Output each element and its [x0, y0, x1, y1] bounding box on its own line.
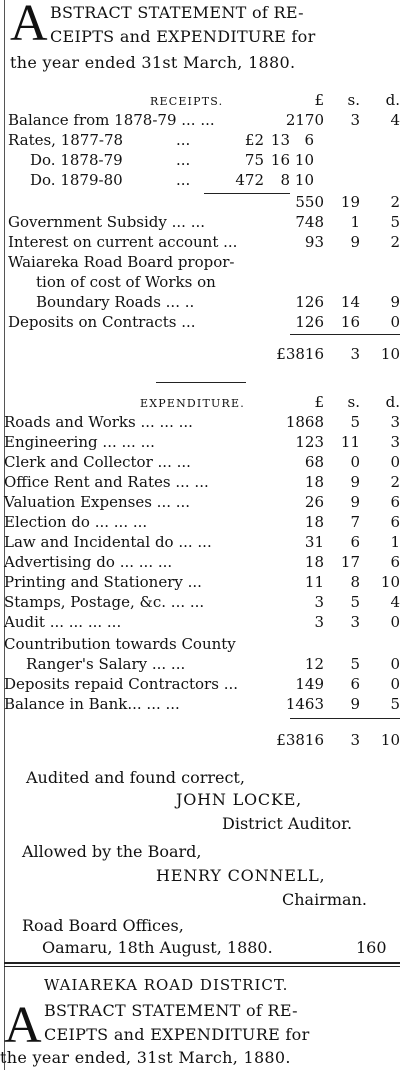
table-row: Countribution towards County — [4, 635, 236, 653]
offices-line: Road Board Offices, — [22, 916, 184, 935]
table-row: Balance in Bank... ... ... 1463 9 5 — [4, 695, 400, 713]
audited-line: Audited and found correct, — [26, 768, 245, 787]
section2-line-3: the year ended, 31st March, 1880. — [0, 1048, 291, 1067]
expenditure-col-headers: £ s. d. — [314, 393, 400, 411]
section2-line-1: BSTRACT STATEMENT of RE- — [44, 1001, 298, 1020]
col-shillings: s. — [347, 91, 360, 109]
table-row-subitem: Do. 1879-80 ... 472 8 10 — [30, 171, 314, 189]
table-row: Interest on current account ... 93 9 2 — [8, 233, 400, 251]
total-rule — [290, 334, 400, 335]
col-pence: d. — [385, 91, 400, 109]
section2-title: WAIAREKA ROAD DISTRICT. — [44, 976, 289, 994]
table-row: Government Subsidy ... ... 748 1 5 — [8, 213, 400, 231]
table-row: Deposits repaid Contractors ... 149 6 0 — [4, 675, 400, 693]
table-row: Law and Incidental do ... ... 31 6 1 — [4, 533, 400, 551]
table-row: Ranger's Salary ... ... 12 5 0 — [26, 655, 400, 673]
table-row: Clerk and Collector ... ... 68 0 0 — [4, 453, 400, 471]
auditor-title: District Auditor. — [222, 814, 353, 833]
table-row: Office Rent and Rates ... ... 18 9 2 — [4, 473, 400, 491]
table-row: Boundary Roads ... .. 126 14 9 — [36, 293, 400, 311]
table-row: tion of cost of Works on — [36, 273, 216, 291]
table-row: Advertising do ... ... ... 18 17 6 — [4, 553, 400, 571]
table-row: Audit ... ... ... ... 3 3 0 — [4, 613, 400, 631]
double-rule-top — [4, 962, 400, 964]
chairman-name: HENRY CONNELL, — [156, 866, 326, 885]
auditor-name: JOHN LOCKE, — [176, 790, 303, 809]
drop-cap: A — [10, 0, 48, 52]
reference-number: 160 — [356, 938, 387, 957]
section-divider — [156, 382, 246, 383]
double-rule-bottom — [4, 966, 400, 967]
table-row: Election do ... ... ... 18 7 6 — [4, 513, 400, 531]
total-rule — [290, 718, 400, 719]
place-date-line: Oamaru, 18th August, 1880. — [42, 938, 273, 957]
table-row: Valuation Expenses ... ... 26 9 6 — [4, 493, 400, 511]
table-row: Deposits on Contracts ... 126 16 0 — [8, 313, 400, 331]
table-row: Engineering ... ... ... 123 11 3 — [4, 433, 400, 451]
expenditure-heading: EXPENDITURE. — [140, 397, 245, 410]
col-pounds: £ — [314, 91, 324, 109]
table-row: Waiareka Road Board propor- — [8, 253, 235, 271]
header-line-2: CEIPTS and EXPENDITURE for — [50, 27, 316, 46]
header-line-1: BSTRACT STATEMENT of RE- — [50, 3, 304, 22]
table-row: Printing and Stationery ... 11 8 10 — [4, 573, 400, 591]
header-line-3: the year ended 31st March, 1880. — [10, 53, 296, 72]
section2-line-2: CEIPTS and EXPENDITURE for — [44, 1025, 310, 1044]
table-row-subtotal: 550 19 2 — [295, 193, 400, 211]
table-row: Roads and Works ... ... ... 1868 5 3 — [4, 413, 400, 431]
table-row: Balance from 1878-79 ... ... 2170 3 4 — [8, 111, 400, 129]
receipts-total-row: £3816 3 10 — [276, 345, 400, 363]
chairman-title: Chairman. — [282, 890, 367, 909]
table-row: Stamps, Postage, &c. ... ... 3 5 4 — [4, 593, 400, 611]
table-row-subitem: Do. 1878-79 ... 75 16 10 — [30, 151, 314, 169]
section2-drop-cap: A — [4, 997, 42, 1054]
allowed-line: Allowed by the Board, — [22, 842, 202, 861]
expenditure-total-row: £3816 3 10 — [276, 731, 400, 749]
table-row-subitem: Rates, 1877-78 ... £2 13 6 — [8, 131, 314, 149]
receipts-col-headers — [8, 90, 400, 110]
receipts-heading: RECEIPTS. — [150, 95, 224, 108]
